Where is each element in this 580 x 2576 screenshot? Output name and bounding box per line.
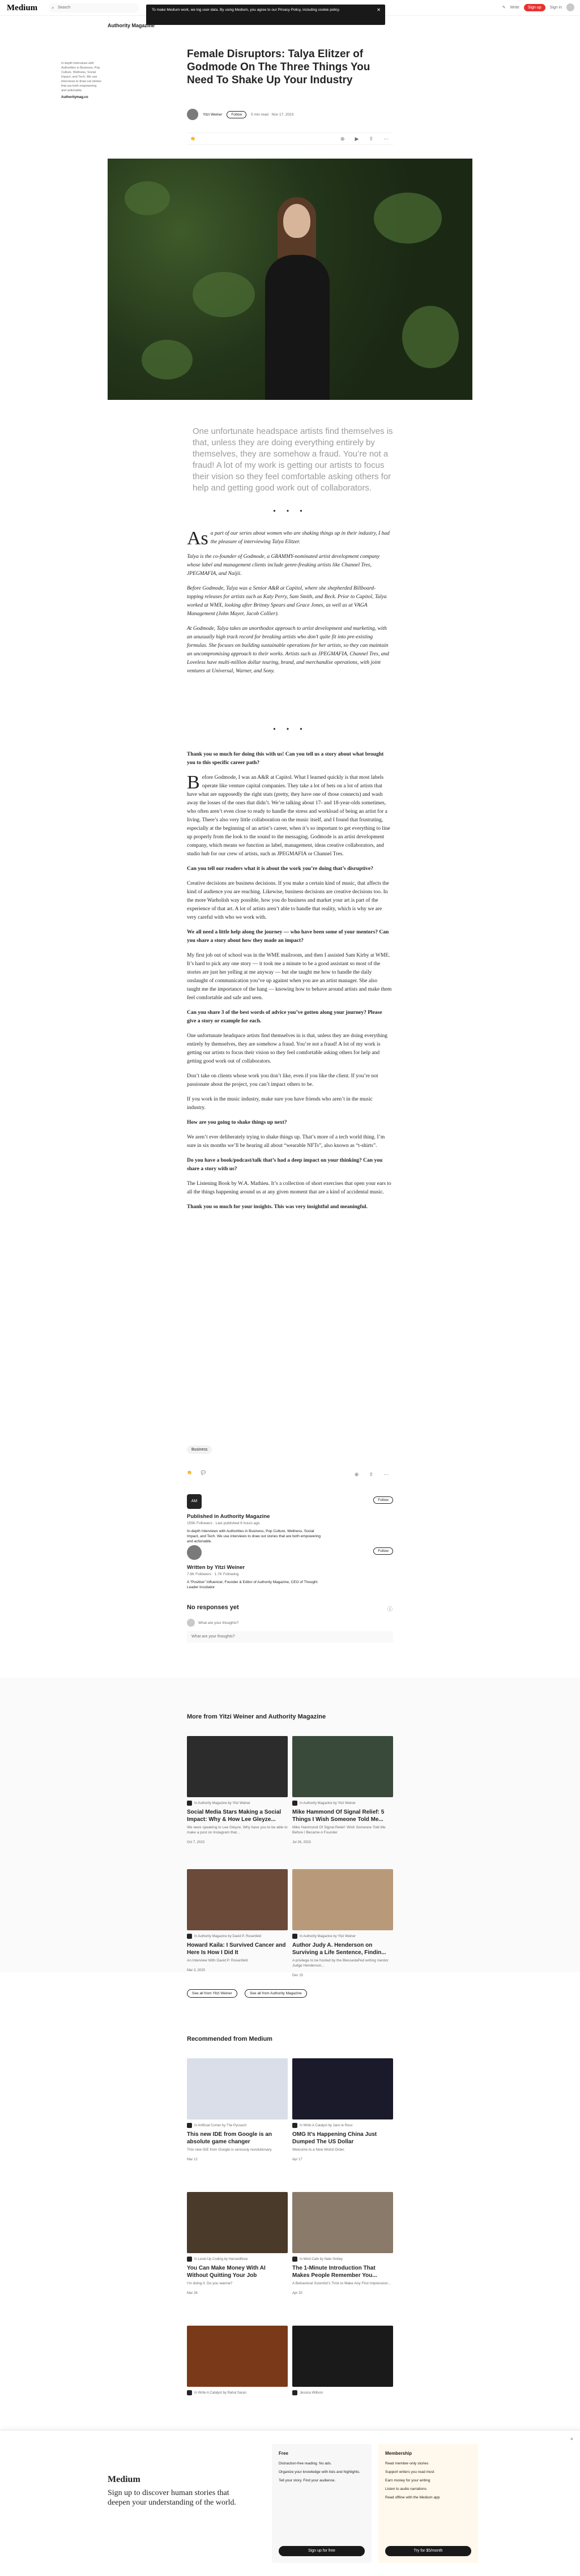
info-icon[interactable]: ⓘ — [387, 1606, 393, 1612]
answer: If you work in the music industry, make sure you have friends who aren’t in the music industry. — [187, 1097, 373, 1111]
story-card[interactable] — [187, 2058, 288, 2161]
story-title: The 1-Minute Introduction That Makes People Remember You... — [292, 2265, 377, 2279]
byline — [187, 109, 293, 120]
article-meta: 5 min read · Nov 17, 2023 — [251, 112, 294, 117]
close-icon[interactable]: ✕ — [377, 7, 381, 12]
story-image — [292, 1869, 393, 1930]
publication-card-meta: 155K Followers · Last published 6 hours ago — [187, 1521, 260, 1525]
question: Can you share 3 of the best words of advice you’ve gotten along your journey? Please give a story or example for each. — [187, 1010, 382, 1024]
story-author: In Authority Magazine by David P. Rosenfeld — [194, 1934, 261, 1938]
membership-plan-name: Membership — [385, 2451, 412, 2456]
bio-paragraph: At Godmode, Talya takes an unorthodox approach to artist development and marketing, with an unusually high track record for breaking artists who don’t quite fit into pre-existing formulas. She focuses on building sustainable operations for her artists, so they can maintain an uncompromising approach to their works. Artists such as JPEGMAFIA, Channel Tres, and Loveless have multi-million dollar touring, brand, and merchandise operations, with joint ventures at Universal, Warner, and Sony. — [187, 626, 389, 674]
follow-button[interactable]: Follow — [227, 111, 246, 118]
plan-feature: Tell your story. Find your audience. — [279, 2479, 336, 2483]
bookmark-icon[interactable]: ⊕ — [340, 136, 345, 142]
write-icon[interactable]: ✎ — [502, 6, 506, 10]
question: We all need a little help along the journey — who have been some of your mentors? Can you share a story about how they made an impact? — [187, 929, 389, 944]
plan-feature: Support writers you read most — [385, 2470, 434, 2474]
see-all-author-button[interactable]: See all from Yitzi Weiner — [187, 1989, 237, 1998]
medium-logo[interactable]: Medium — [7, 3, 38, 12]
recommended-heading: Recommended from Medium — [187, 2036, 272, 2042]
side-blurb — [61, 61, 102, 100]
sign-up-free-button[interactable]: Sign up for free — [279, 2546, 365, 2556]
story-subtitle: We were speaking to Lee Gleyze. Why have you to be able to make a post on Instagram that... — [187, 1826, 288, 1835]
story-date: Apr 20 — [292, 2292, 302, 2295]
response-placeholder: What are your thoughts? — [191, 1635, 235, 1639]
plan-feature: Distraction-free reading. No ads. — [279, 2462, 332, 2466]
publication-name[interactable]: Authority Magazine — [108, 23, 155, 28]
hero-image — [108, 159, 472, 400]
story-date: Mar 3, 2020 — [187, 1969, 206, 1972]
story-image — [187, 1736, 288, 1797]
bio-paragraph: Before Godmode, Talya was a Senior A&R at Capitol, where she shepherded Billboard-topping releases for artists such as Katy Perry, Sam Smith, and Beck. Prior to Capitol, Talya worked at WMX, looking after Britney Spears and Grace Jones, as well as at VAGA Management (John Mayer, Jacob Collier). — [187, 586, 387, 617]
story-image — [292, 2192, 393, 2253]
story-author: Jessica Willson — [300, 2391, 323, 2395]
medium-logo: Medium — [108, 2475, 140, 2484]
story-card[interactable] — [292, 2192, 393, 2295]
top-bar-actions — [502, 3, 574, 11]
share-icon[interactable]: ⇪ — [369, 136, 373, 142]
response-input[interactable] — [187, 1631, 393, 1643]
publication-card-desc: In-depth Interviews with Authorities in Business, Pop Culture, Wellness, Social Impact, and Tech. We use interviews to draw out stories that are both empowering and actionable. — [187, 1529, 321, 1543]
story-image — [292, 1736, 393, 1797]
story-title: This new IDE from Google is an absolute game changer — [187, 2131, 272, 2145]
avatar — [187, 1619, 195, 1627]
side-link[interactable]: Authoritymag.co — [61, 96, 88, 99]
sign-in-link[interactable]: Sign in — [549, 5, 562, 10]
intro-text: a part of our series about women who are shaking things up in their industry, I had the pleasure of interviewing Talya Elitzer. — [210, 531, 390, 545]
story-subtitle: An Interview With David P. Rosenfeld — [187, 1959, 248, 1963]
story-subtitle: I’m doing it. Do you wanna? — [187, 2281, 233, 2285]
story-author: In Authority Magazine by Yitzi Weiner — [194, 1801, 250, 1805]
story-date: Oct 7, 2023 — [187, 1841, 205, 1844]
article-title: Female Disruptors: Talya Elitzer of Godmode On The Three Things You Need To Shake Up Your Industry — [187, 48, 370, 86]
story-subtitle: Welcome to a New World Order. — [292, 2148, 345, 2152]
story-title: You Can Make Money With AI Without Quitting Your Job — [187, 2265, 266, 2279]
story-title: OMG It’s Happening China Just Dumped The US Dollar — [292, 2131, 377, 2145]
story-card[interactable] — [187, 1869, 288, 1972]
story-card[interactable] — [292, 2058, 393, 2161]
membership-plan-card — [378, 2444, 478, 2563]
story-date: Dec 15 — [292, 1974, 304, 1977]
author-card-title[interactable]: Written by Yitzi Weiner — [187, 1564, 245, 1571]
question: Do you have a book/podcast/talk that’s had a deep impact on your thinking? Can you share a story with us? — [187, 1158, 383, 1172]
answer: efore Godmode, I was an A&R at Capitol. What I learned quickly is that most labels operate like venture capital companies. They take a lot of bets on a lot of artists that have what are supposedly the right stats (pretty, they have one of those connects) and wash away the losses of the ones that didn’t. We’re talking about 17- and 18-year-olds sometimes, who often aren’t even close to ready to handle the stress and workload of being an artist for a living. There’s also very little collaboration on the music itself, and I found that frustrating, especially at the beginning of an artist’s career, when it’s so important to get everything to line up properly from the look to the sound to the messaging. Godmode is an artist development company, which means we function as label, management, ideas creative collaborators, and studio hub for our crew of artists, such as JPEGMAFIA or Channel Tres. — [187, 775, 390, 857]
story-date: Apr 17 — [292, 2158, 302, 2161]
plan-feature: Earn money for your writing — [385, 2479, 430, 2483]
story-date: Mar 12 — [187, 2158, 198, 2161]
story-author: In Mind Cafe by Nate Smiley — [300, 2257, 343, 2261]
story-image — [292, 2326, 393, 2387]
pull-quote: One unfortunate headspace artists find themselves is that, unless they are doing everything entirely by themselves, they are somehow a fraud. You’re not a fraud! A lot of my work is getting our artists to focus their vision so they feel comfortable asking others for help and getting good work out of collaborators. — [193, 427, 393, 493]
story-author: In Write A Catalyst by Jano le Roux — [300, 2123, 353, 2127]
membership-button[interactable]: Try for $5/month — [385, 2546, 471, 2556]
story-subtitle: A privilege to be hosted by the BlessedaPed writing mentor Judge Henderson... — [292, 1959, 389, 1968]
share-icon[interactable]: ⇪ — [369, 1472, 373, 1477]
more-from-section — [0, 1678, 580, 1972]
signup-tagline: Sign up to discover human stories that deepen your understanding of the world. — [108, 2489, 237, 2507]
article-body — [187, 750, 392, 1218]
answer: My first job out of school was in the WME mailroom, and then I assisted Sam Kirby at WME. It’s hard to pick any one story — it took me a minute to be a good assistant so most of the stories are just her yelling at me anyway — but she taught me how to handle the daily onslaught of communication you’ve up against when you are an artist manager. She also taught me the importance of the hang — knowing how to behave around artists and make them feel comfortable and safe and seen. — [187, 953, 392, 1001]
story-subtitle: This new IDE from Google is seriously revolutionary. — [187, 2148, 272, 2152]
publication-card-title[interactable]: Published in Authority Magazine — [187, 1513, 270, 1520]
publication-card — [187, 1494, 393, 1544]
answer: We aren’t ever deliberately trying to shake things up. That’s more of a tech world thing. I’m sure in six months we’ll be hearing all about “wearable NFTs”, also known as “t-shirts”. — [187, 1135, 385, 1149]
responses-heading: No responses yet — [187, 1604, 239, 1611]
answer: One unfortunate headspace artists find themselves in is that, unless they are doing everything entirely by themselves, they are somehow a fraud. You’re not a fraud! A lot of my work is getting our artists to focus their vision so they feel comfortable asking others for help and getting good work out of collaborators. — [187, 1033, 388, 1064]
response-user — [187, 1619, 238, 1627]
closing-line: Thank you so much for your insights. This was very insightful and meaningful. — [187, 1204, 368, 1210]
avatar[interactable] — [566, 3, 574, 11]
question: Thank you so much for doing this with us! Can you tell us a story about what brought you to this specific career path? — [187, 752, 384, 766]
side-description: In-depth Interviews with Authorities in Business, Pop Culture, Wellness, Social Impact, and Tech. We use interviews to draw out stories that are both empowering and actionable. — [61, 62, 101, 92]
listen-icon[interactable]: ▶ — [355, 136, 359, 142]
story-title: Mike Hammond Of Signal Relief: 5 Things I Wish Someone Told Me... — [292, 1809, 385, 1823]
comment-icon[interactable]: 💬 — [201, 1471, 206, 1475]
plan-feature: Listen to audio narrations — [385, 2487, 427, 2491]
author-card — [187, 1545, 393, 1590]
write-link[interactable]: Write — [510, 5, 519, 10]
bookmark-icon[interactable]: ⊕ — [354, 1472, 359, 1477]
clap-icon[interactable]: 👏 — [187, 1471, 192, 1475]
story-card[interactable] — [187, 1736, 288, 1844]
answer: Don’t take on clients whose work you don’t like, even if you like the client. If you’re not passionate about the project, you can’t impact others to be. — [187, 1073, 378, 1087]
plan-feature: Organize your knowledge with lists and highlights. — [279, 2470, 360, 2474]
story-subtitle: Mike Hammond Of Signal Relief: Wish Someone Told Me Before I Became A Founder — [292, 1826, 386, 1835]
story-card[interactable] — [187, 2192, 288, 2295]
story-card[interactable] — [292, 1869, 393, 1977]
author-avatar[interactable] — [187, 1545, 202, 1560]
author-card-meta: 7.6K Followers · 1.7K Following — [187, 1572, 239, 1576]
article-actions — [187, 133, 393, 145]
story-author: In Artificial Corner by The Pycoach — [194, 2123, 246, 2127]
search-placeholder: Search — [58, 6, 71, 10]
follow-author-button[interactable]: Follow — [373, 1547, 393, 1555]
free-plan-name: Free — [279, 2451, 288, 2456]
bio-paragraph: Talya is the co-founder of Godmode, a GRAMMY-nominated artist development company whose label and management clients include genre-freaking artists like Channel Tres, JPEGMAFIA, and Naijii. — [187, 554, 380, 577]
response-user-name: What are your thoughts? — [198, 1620, 239, 1625]
toast-text: To make Medium work, we log user data. By using Medium, you agree to our Privacy Policy, including cookie policy. — [152, 8, 340, 12]
answer: Creative decisions are business decisions. If you make a certain kind of music, that affects the kind of audience you are reaching. Likewise, business decisions are creative decisions too. In the more Warholish way possible, how you do business and market your art is part of the experience of that art. A lot of artists aren’t able to handle that reality, which is why we are very careful with who we work with. — [187, 881, 389, 920]
question: Can you tell our readers what it is about the work you’re doing that’s disruptive? — [187, 866, 373, 872]
section-divider: • • • — [273, 507, 307, 515]
story-date: Jul 26, 2023 — [292, 1841, 311, 1844]
more-icon[interactable]: ⋯ — [383, 1472, 389, 1477]
signup-overlay — [0, 2430, 580, 2576]
intro-lead: As — [187, 528, 208, 549]
search-input[interactable] — [49, 3, 139, 12]
free-plan-card — [272, 2444, 372, 2563]
see-all-publication-button[interactable]: See all from Authority Magazine — [245, 1989, 307, 1998]
topic-tag[interactable]: Business — [187, 1445, 212, 1454]
question: How are you going to shake things up next? — [187, 1120, 287, 1125]
story-image — [187, 2192, 288, 2253]
story-title: Howard Kaila: I Survived Cancer and Here Is How I Did It — [187, 1942, 286, 1956]
story-date: Mar 26 — [187, 2292, 198, 2295]
story-author: In Level Up Coding by HarvardNow — [194, 2257, 248, 2261]
story-author: In Write A Catalyst by Rahul Saran — [194, 2391, 246, 2395]
story-image — [187, 1869, 288, 1930]
story-card[interactable] — [292, 1736, 393, 1844]
answer: The Listening Book by W.A. Mathieu. It’s a collection of short exercises that open your ears to all the things happening around us at any given moment that are a kind of accidental music. — [187, 1181, 391, 1195]
story-image — [187, 2058, 288, 2119]
clap-icon[interactable]: 👏 — [190, 137, 195, 141]
story-author: In Authority Magazine by Yitzi Weiner — [300, 1934, 356, 1938]
answer-lead: B — [187, 772, 200, 793]
story-card[interactable] — [187, 2326, 288, 2395]
author-name[interactable]: Yitzi Weiner — [203, 112, 223, 117]
story-card[interactable] — [292, 2326, 393, 2395]
more-from-heading: More from Yitzi Weiner and Authority Magazine — [187, 1713, 326, 1720]
publication-icon[interactable]: AM — [187, 1494, 202, 1509]
follow-publication-button[interactable]: Follow — [373, 1496, 393, 1504]
story-subtitle: A Behavioral Scientist’s Trick to Make Any First Impression... — [292, 2281, 391, 2285]
story-image — [292, 2058, 393, 2119]
author-avatar[interactable] — [187, 109, 198, 120]
story-author: In Authority Magazine by Yitzi Weiner — [300, 1801, 356, 1805]
article-footer-actions — [187, 1470, 393, 1481]
story-title: Author Judy A. Henderson on Surviving a Life Sentence, Findin... — [292, 1942, 386, 1956]
portrait — [261, 193, 334, 400]
author-card-desc: A “Positive” Influencer, Founder & Editor of Authority Magazine, CEO of Thought Leader Incubator — [187, 1580, 318, 1589]
plan-feature: Read member-only stories — [385, 2462, 429, 2466]
story-image — [187, 2326, 288, 2387]
search-icon: ⌕ — [52, 5, 54, 10]
article-intro — [187, 530, 392, 682]
plan-feature: Read offline with the Medium app — [385, 2496, 440, 2500]
section-divider: • • • — [273, 725, 307, 733]
more-icon[interactable]: ⋯ — [383, 136, 389, 142]
cookie-toast — [146, 5, 385, 25]
sign-up-button[interactable]: Sign up — [524, 4, 545, 11]
close-icon[interactable]: × — [570, 2436, 573, 2442]
story-title: Social Media Stars Making a Social Impact: Why & How Lee Gleyze... — [187, 1809, 282, 1823]
